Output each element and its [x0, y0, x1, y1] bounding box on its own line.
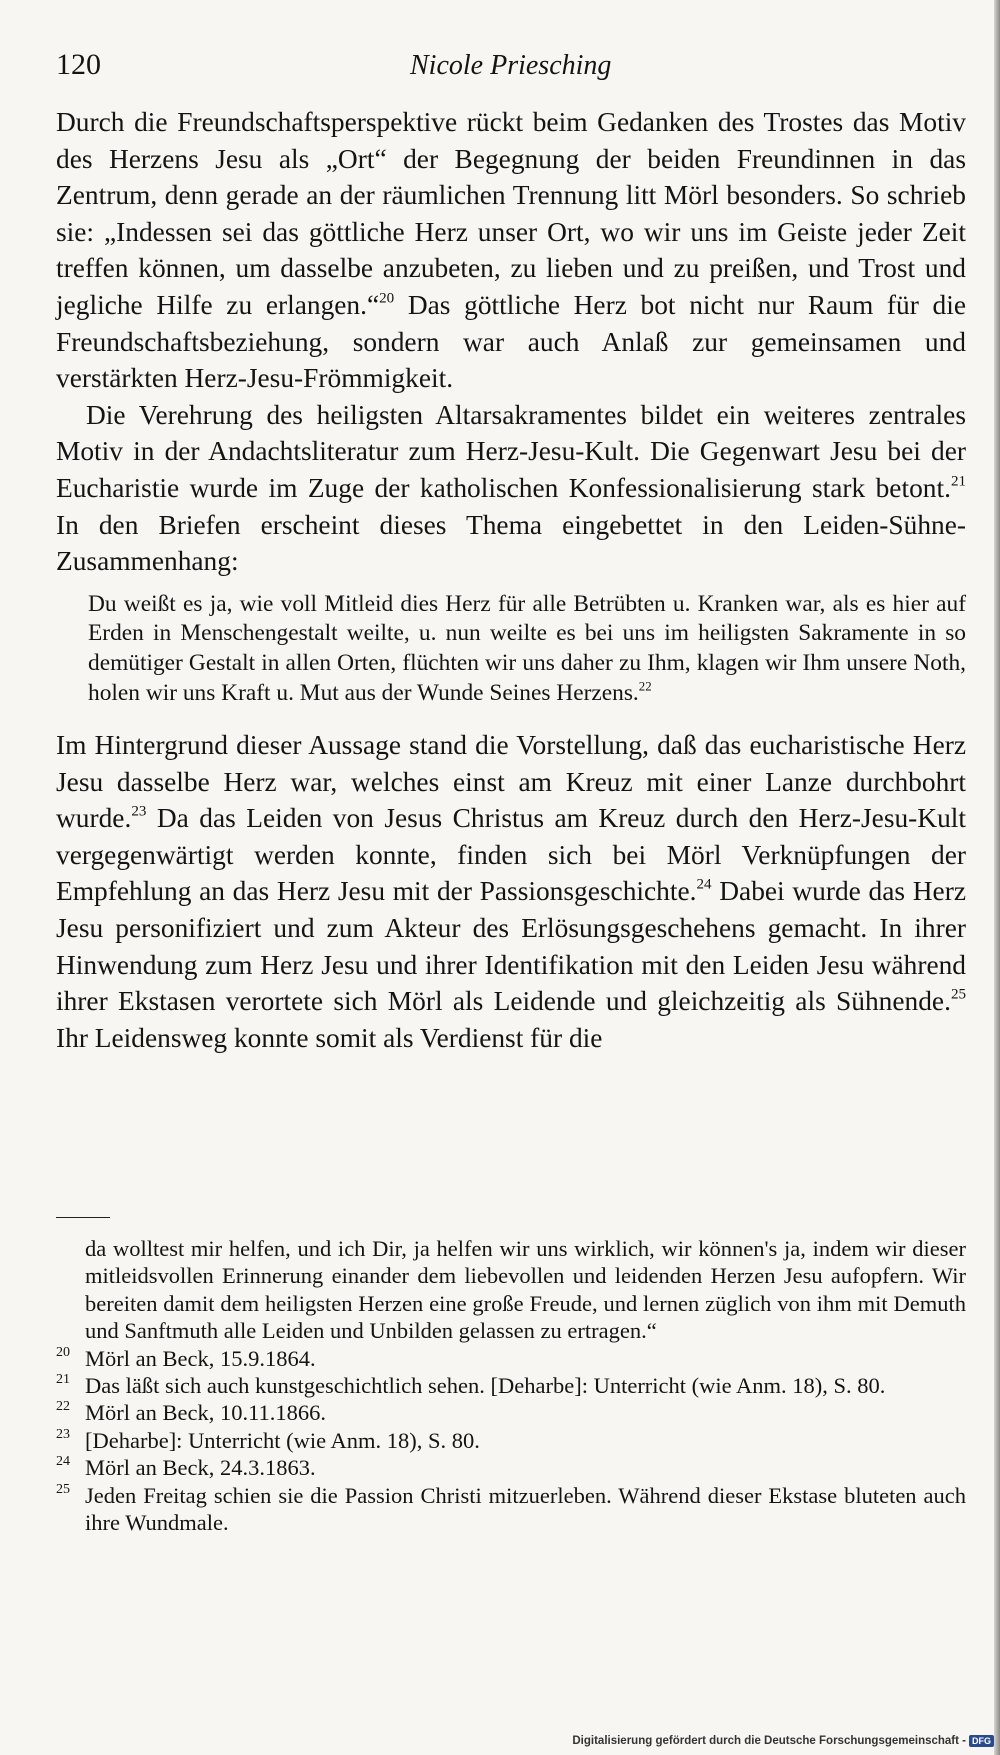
footnote-ref-25[interactable]: 25 [950, 986, 966, 1003]
footnote-number: 25 [56, 1481, 70, 1497]
footnote-25: 25 Jeden Freitag schien sie die Passion Christi mitzuerleben. Während dieser Ekstase bluteten auch ihre Wundmale. [56, 1482, 966, 1537]
footnote-number: 21 [56, 1372, 70, 1388]
footnote-22: 22 Mörl an Beck, 10.11.1866. [56, 1399, 966, 1426]
footnote-number: 22 [56, 1399, 70, 1415]
footnote-ref-24[interactable]: 24 [696, 877, 712, 894]
dfg-logo-icon: DFG [969, 1735, 994, 1747]
footnote-number: 23 [56, 1426, 70, 1442]
footnote-20: 20 Mörl an Beck, 15.9.1864. [56, 1345, 966, 1372]
page-header [56, 48, 966, 88]
funding-text: Digitalisierung gefördert durch die Deutsche Forschungsgemeinschaft - [572, 1735, 966, 1747]
footnote-continuation: da wolltest mir helfen, und ich Dir, ja helfen wir uns wirklich, wir können's ja, indem wir dieser mitleidsvollen Erinnerung einander dem liebevollen und leidenden Herzen Jesu aufopfern. Wir bereiten damit dem heiligsten Herzen eine große Freude, und lernen züglich von ihm mit Demuth und Sanftmuth alle Leiden und Unbilden gelassen zu ertragen.“ [85, 1236, 966, 1344]
footnote-ref-21[interactable]: 21 [950, 473, 966, 490]
footnote-number: 24 [56, 1454, 70, 1470]
footnote-24: 24 Mörl an Beck, 24.3.1863. [56, 1454, 966, 1481]
footnote-separator [56, 1217, 110, 1218]
page-edge-shadow [994, 0, 1000, 1755]
page-number: 120 [56, 48, 101, 81]
footnote-21: 21 Das läßt sich auch kunstgeschichtlich sehen. [Deharbe]: Unterricht (wie Anm. 18), S. 80. [56, 1372, 966, 1399]
footnotes [56, 1235, 966, 1536]
main-text [56, 104, 966, 1056]
footnote-ref-23[interactable]: 23 [131, 803, 147, 820]
paragraph-3: Im Hintergrund dieser Aussage stand die Vorstellung, daß das eucharistische Herz Jesu dasselbe Herz war, welches einst am Kreuz mit einer Lanze durchbohrt wurde.$^{23}$ Da das Leiden von Jesus Christus am Kreuz durch den Herz-Jesu-Kult vergegenwärtigt werden konnte, finden sich bei Mörl Verknüpfungen der Empfehlung an das Herz Jesu mit der Passionsgeschichte.$^{24}$ Dabei wurde das Herz Jesu personifiziert und zum Akteur des Erlösungsgeschehens gemacht. In ihrer Hinwendung zum Herz Jesu und ihrer Identifikation mit den Leiden Jesu während ihrer Ekstasen verortete sich Mörl als Leidende und gleichzeitig als Sühnende.$^{25}$ Ihr Leidensweg konnte somit als Verdienst für die [56, 730, 966, 1053]
paragraph-1: Durch die Freundschaftsperspektive rückt beim Gedanken des Trostes das Motiv des Herzens Jesu als „Ort“ der Begegnung der beiden Freundinnen in das Zentrum, denn gerade an der räumlichen Trennung litt Mörl besonders. So schrieb sie: „Indessen sei das göttliche Herz unser Ort, wo wir uns im Geiste jeder Zeit treffen können, um dasselbe anzubeten, zu lieben und zu preißen, und Trost und jegliche Hilfe zu erlangen.“$^{20}$ Das göttliche Herz bot nicht nur Raum für die Freundschaftsbeziehung, sondern war auch Anlaß zur gemeinsamen und verstärkten Herz-Jesu-Frömmigkeit. [56, 107, 966, 394]
footnote-ref-20[interactable]: 20 [379, 290, 395, 307]
footnote-ref-22[interactable]: 22 [638, 678, 652, 693]
block-quote: Du weißt es ja, wie voll Mitleid dies Herz für alle Betrübten u. Kranken war, als es hier auf Erden in Menschengestalt weilte, u. nun weilte es bei uns im heiligsten Sakramente in so demütiger Gestalt in allen Orten, flüchten wir uns daher zu Ihm, klagen wir Ihm unsere Noth, holen wir uns Kraft u. Mut aus der Wunde Seines Herzens.$^{22}$ [88, 590, 966, 706]
footnote-number: 20 [56, 1344, 70, 1360]
paragraph-2: Die Verehrung des heiligsten Altarsakramentes bildet ein weiteres zentrales Motiv in der Andachtsliteratur zum Herz-Jesu-Kult. Die Gegenwart Jesu bei der Eucharistie wurde im Zuge der katholischen Konfessionalisierung stark betont.$^{21}$ In den Briefen erscheint dieses Thema eingebettet in den Leiden-Sühne-Zusammenhang: [56, 399, 966, 577]
footnote-23: 23 [Deharbe]: Unterricht (wie Anm. 18), S. 80. [56, 1427, 966, 1454]
running-head: Nicole Priesching [410, 50, 612, 81]
dfg-funding-banner [572, 1735, 994, 1747]
